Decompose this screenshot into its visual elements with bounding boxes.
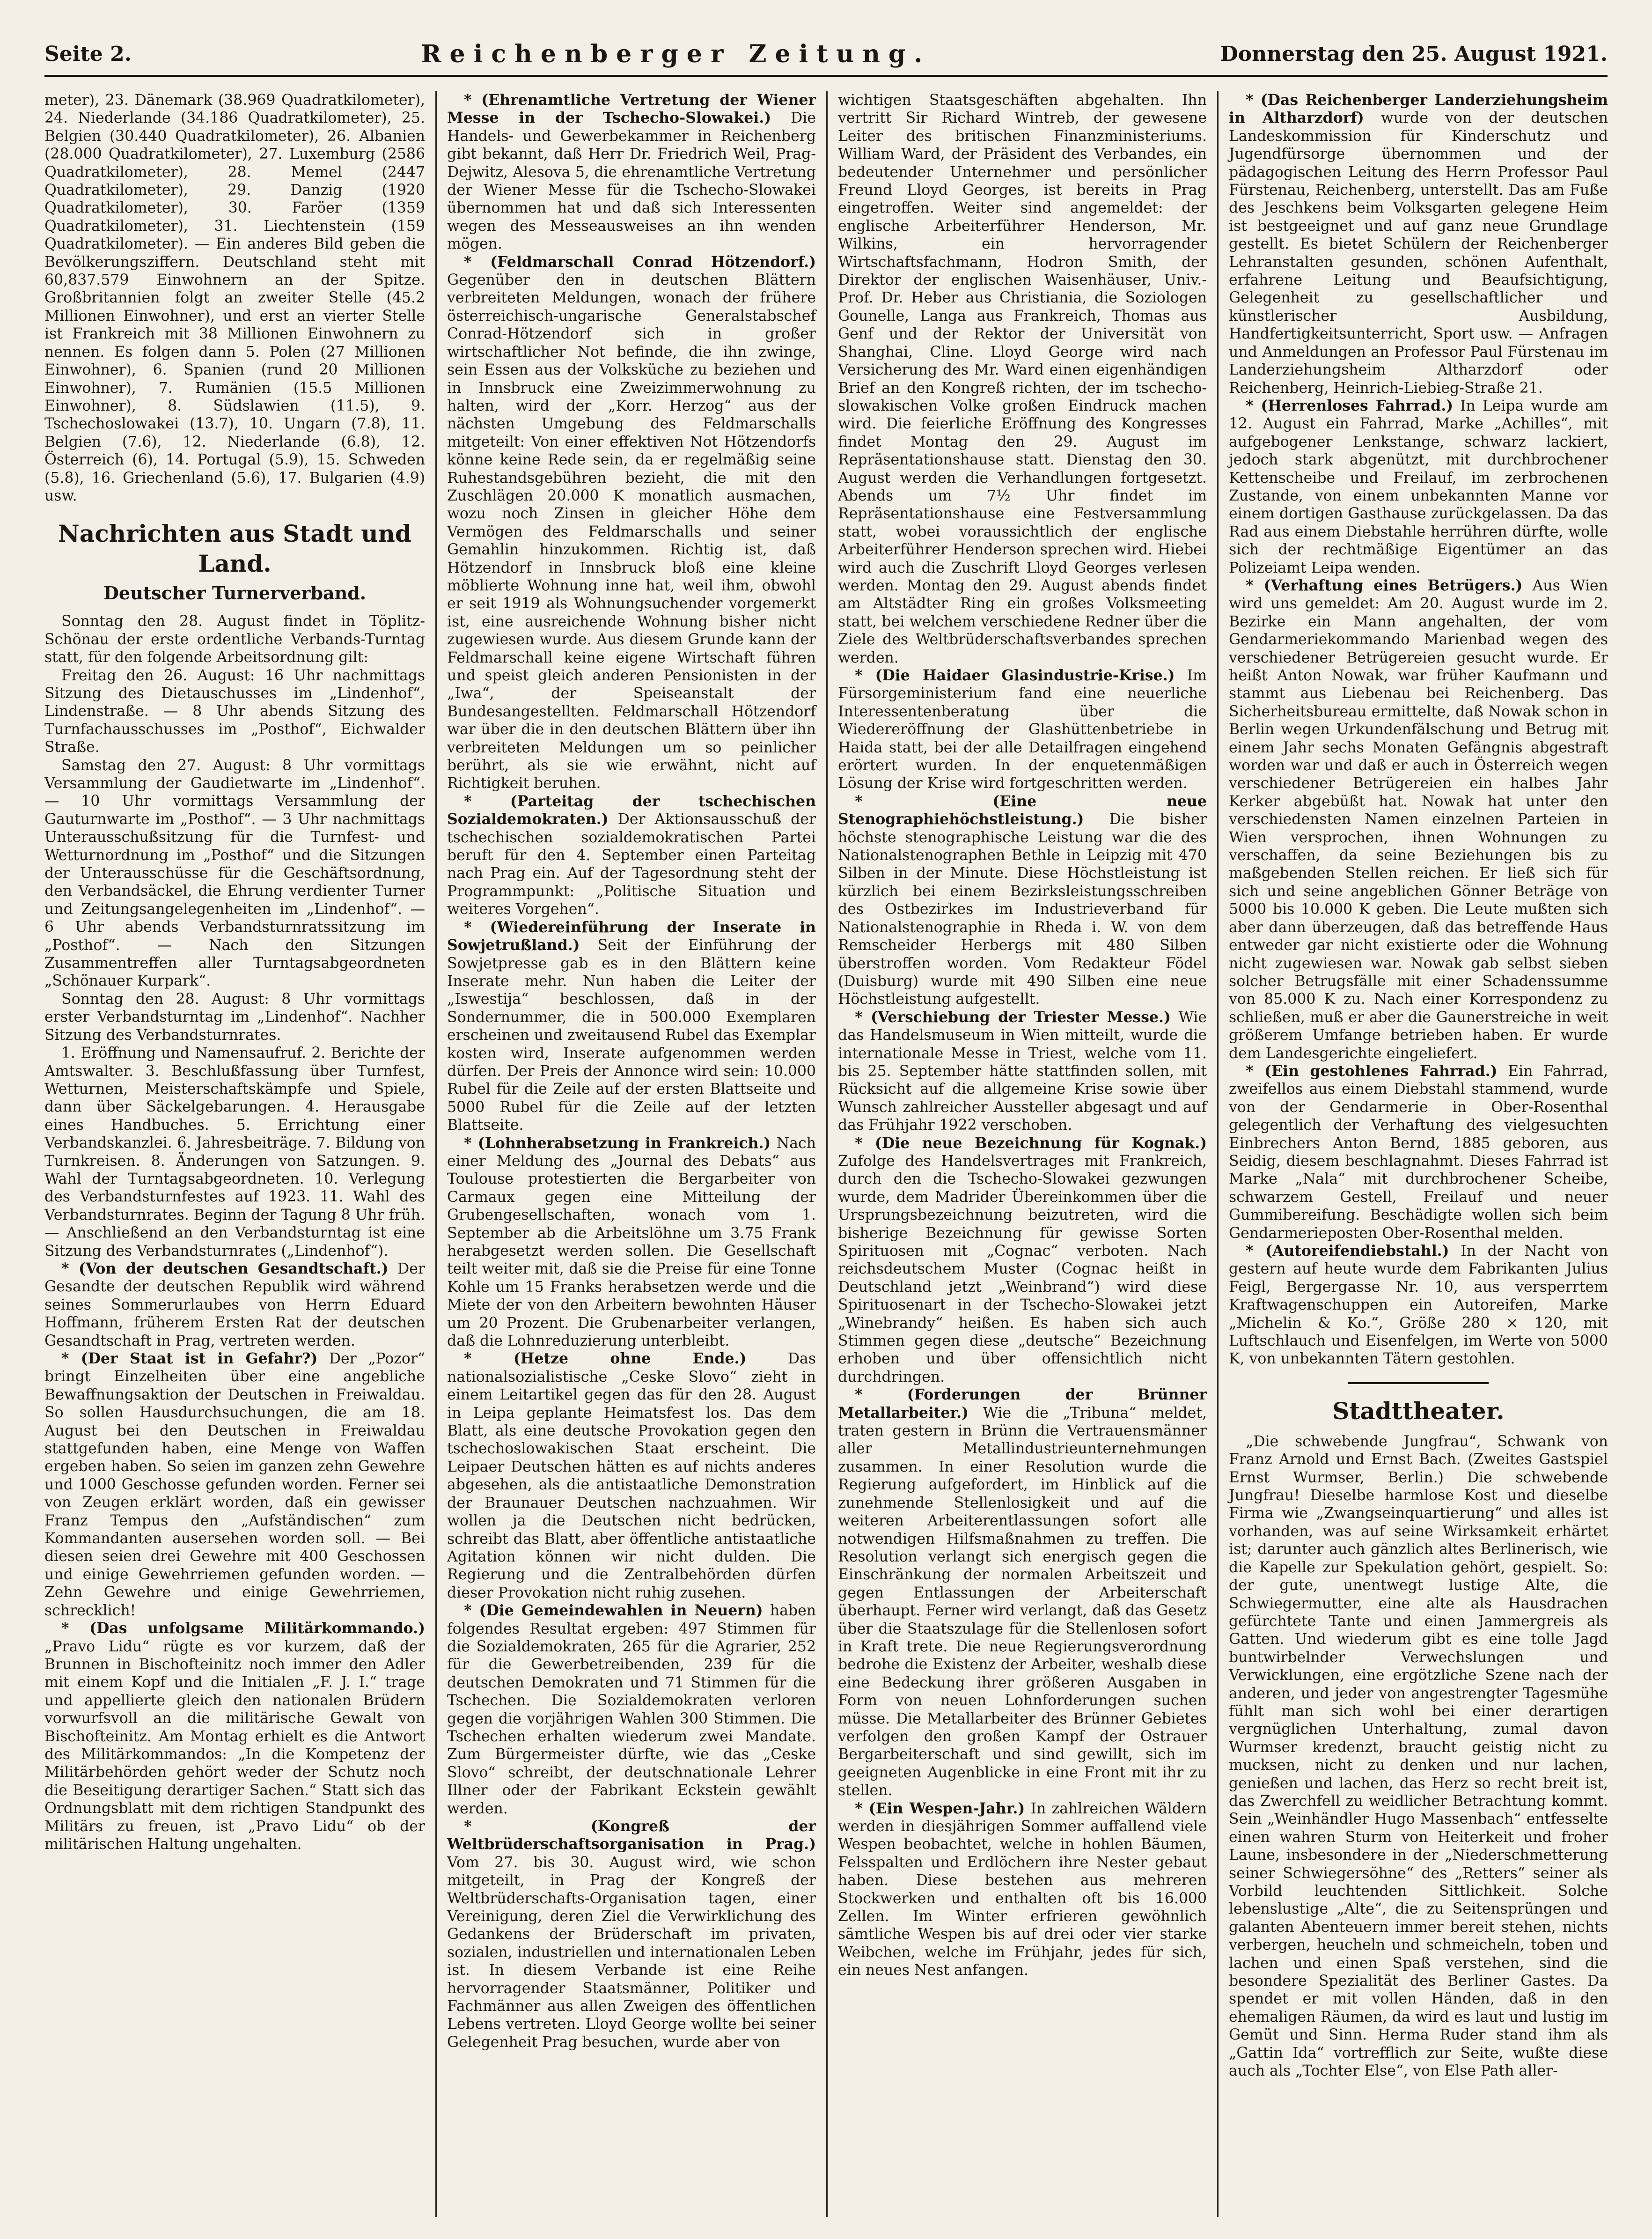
news-item-body: meter), 23. Dänemark (38.969 Quadratkilometer), 24. Niederlande (34.186 Quadratkilometer), 25. Belgien (30.440 Quadratkilometer), 26. Albanien (28.000 Quadratkilometer), 27. Luxemburg (2586 Quadratkilometer), 28. Memel (2447 Quadratkilometer), 29. Danzig (1920 Quadratkilometer), 30. Faröer (1359 Quadratkilometer), 31. Liechtenstein (159 Quadratkilometer). — Ein anderes Bild geben die Bevölkerungsziffern. Deutschland steht mit 60,837.579 Einwohnern an der Spitze. Großbritannien folgt an zweiter Stelle (45.2 Millionen Einwohner), und erst an vierter Stelle ist Frankreich mit 38 Millionen Einwohnern zu nennen. Es folgen dann 5. Polen (27 Millionen Einwohner), 6. Spanien (rund 20 Millionen Einwohner), 7. Rumänien (15.5 Millionen Einwohner), 8. Südslawien (11.5), 9. Tschechoslowakei (13.7), 10. Ungarn (7.8), 11. Belgien (7.6), 12. Niederlande (6.8), 12. Österreich (6), 14. Portugal (5.9), 15. Schweden (5.8), 16. Griechenland (5.6), 17. Bulgarien (4.9) usw. [44, 92, 425, 504]
news-item-title: * (Die Gemeindewahlen in Neuern) [464, 1602, 763, 1620]
news-item-body: Die bisher höchste stenographische Leistung war die des Nationalstenographen Bethle in Leipzig mit 470 Silben in der Minute. Diese Höchstleistung ist kürzlich bei einem Bezirksleistungsschreiben des Ostbezirkes im Industrieverband für Nationalstenographie in Rheda i. W. von dem Remscheider Herbergs mit 480 Silben überstroffen worden. Vom Redakteur Födel (Duisburg) wurde mit 490 Silben eine neue Höchstleistung aufgestellt. [838, 811, 1207, 1008]
news-item-title: * (Der Staat ist in Gefahr?) [61, 1350, 318, 1367]
news-item-body: „Pravo Lidu“ rügte es vor kurzem, daß der Brunnen in Bischofteinitz noch immer den Adler mit einem Kopf und die Initialen „F. J. I.“ trage und appellierte gleich den nationalen Brüdern vorwurfsvoll an die militärische Gewalt von Bischofteinitz. Am Montag erhielt es die Antwort des Militärkommandos: „In die Kompetenz der Militärbehörden gehört weder der Schutz noch die Beseitigung derartiger Sachen.“ Statt sich das Ordnungsblatt mit dem richtigen Standpunkt des Militärs zu freuen, ist „Pravo Lidu“ ob der militärischen Haltung ungehalten. [44, 1638, 425, 1853]
news-item-body: „Die schwebende Jungfrau“, Schwank von Franz Arnold und Ernst Bach. (Zweites Gastspiel Ernst Wurmser, Berlin.) Die schwebende Jungfrau! Dieselbe harmlose Kost und dieselbe Firma wie „Zwangseinquartierung“ und alles ist vorhanden, was auf seine Wirksamkeit erhärtet ist; darunter auch gänzlich altes Berlinerisch, wie die Kapelle zur Spekulation gehört, gespielt. So: der gute, unentwegt lustige Alte, die Schwiegermutter, eine alte als Hausdrachen gefürchtete Tante und einen Jammergreis als Gatten. Und wiederum gibt es eine tolle Jagd buntwirbelnder Verwechslungen und Verwicklungen, eine ergötzliche Szene nach der anderen, und jeder von angestrengter Tagesmühe fühlt man sich wohl bei einer derartigen vergnüglichen Unterhaltung, zumal davon Wurmser kredenzt, braucht geistig nicht zu mucksen, nicht zu denken und nur lachen, genießen und lachen, das Herz so recht breit ist, das Zwerchfell zu weidlicher Betrachtung kommt. Sein „Weinhändler Hugo Massenbach“ entfesselte einen wahren Sturm von Heiterkeit und froher Laune, insbesondere in der „Niederschmetterung seiner Schwiegersöhne“ des „Retters“ seiner als Vorbild leuchtenden Sittlichkeit. Solche lebenslustige „Alte“, die zu Seitensprüngen und galanten Abenteuern immer bereit stehen, nichts verbergen, heucheln und schmeicheln, toben und lachen und einen Spaß verstehen, sind die besondere Spezialität des Berliner Gastes. Da spendet er mit vollen Händen, daß in den ehemaligen Räumen, da wird es laut und lustig im Gemüt und Sinn. Herma Ruder stand ihm als „Gattin Ida“ vortrefflich zur Seite, wußte diese auch als „Tochter Else“, von Else Path aller- [1229, 1433, 1608, 2080]
news-item-body: Samstag den 27. August: 8 Uhr vormittags Versammlung der Gaudietwarte im „Lindenhof“. — 10 Uhr vormittags Versammlung der Gauturnwarte im „Posthof“. — 3 Uhr nachmittags Unterausschußsitzung für die Turnfest- und Wetturnordnung im „Posthof“ und die Sitzungen der Unterausschüsse für die Geschäftsordnung, den Verbandsäckel, die Ehrung verdienter Turner und Zeitungsangelegenheiten im „Lindenhof“. — 6 Uhr abends Verbandsturnratssitzung im „Posthof“. — Nach den Sitzungen Zusammentreffen aller Turntagsabgeordneten „Schönauer Kurpark“. [44, 757, 425, 990]
news-item-title: * (Hetze ohne Ende.) [464, 1350, 747, 1368]
column-3 [826, 91, 1217, 2217]
news-item-title: * (Eine neue Stenographiehöchstleistung.) [838, 792, 1207, 828]
news-item-body: Gegenüber den in deutschen Blättern verbreiteten Meldungen, wonach der frühere österreichisch-ungarische Generalstabschef Conrad-Hötzendorf sich in großer wirtschaftlicher Not befinde, die ihn zwinge, sein Essen aus der Volksküche zu beziehen und in Innsbruck eine Zweizimmerwohnung zu halten, wird der „Korr. Herzog“ aus der nächsten Umgebung des Feldmarschalls mitgeteilt: Von einer effektiven Not Hötzendorfs könne keine Rede sein, da er regelmäßig seine Ruhestandsgebühren bezieht, die mit den Zuschlägen 20.000 K monatlich ausmachen, wozu noch Zinsen in gleicher Höhe dem Vermögen des Feldmarschalls und seiner Gemahlin hinzukommen. Richtig ist, daß Hötzendorf in Innsbruck bloß eine kleine möblierte Wohnung inne hat, weil ihm, obwohl er seit 1919 als Wohnungsuchender vorgemerkt ist, eine ausreichende Wohnung bisher nicht zugewiesen wurde. Aus diesem Grunde kann der Feldmarschall keine eigene Wirtschaft führen und speist gleich anderen Pensionisten in der „Iwa“, der Speiseanstalt der Bundesangestellten. Feldmarschall Hötzendorf war über die in den deutschen Blättern über ihn verbreiteten Meldungen um so peinlicher berührt, als sie wie erwähnt, nicht auf Richtigkeit beruhen. [447, 272, 816, 792]
column-2 [435, 91, 826, 2217]
news-item [1229, 91, 1608, 397]
news-item [44, 1620, 425, 1853]
news-item-title: * (Parteitag der tschechischen Sozialdemokraten.) [447, 792, 816, 828]
news-item [44, 1260, 425, 1350]
news-item [447, 253, 816, 793]
news-item [44, 1044, 425, 1260]
news-item-title: * (Forderungen der Brünner Metallarbeiter.) [838, 1386, 1207, 1421]
news-item-body: Sonntag den 28. August findet in Töplitz-Schönau der erste ordentliche Verbands-Turntag statt, für den folgende Arbeitsordnung gilt: [44, 613, 425, 666]
news-item [447, 91, 816, 253]
news-item-body: 1. Eröffnung und Namensaufruf. 2. Berichte der Amtswalter. 3. Beschlußfassung über Turnfest, Wetturnen, Meisterschaftskämpfe und Spiele, dann über Säckelgebarungen. 4. Herausgabe eines Handbuches. 5. Errichtung einer Verbandskanzlei. 6. Jahresbeiträge. 7. Bildung von Turnkreisen. 8. Änderungen von Satzungen. 9. Wahl der Turntagsabgeordneten. 10. Verlegung des Verbandsturnfestes auf 1923. 11. Wahl des Verbandsturnrates. Beginn der Tagung 8 Uhr früh. — Anschließend an den Verbandsturntag ist eine Sitzung des Verbandsturnrates („Lindenhof“). [44, 1045, 425, 1259]
news-item [1229, 577, 1608, 1062]
article-heading: Deutscher Turnerverband. [103, 582, 367, 604]
news-item-body: Der Aktionsausschuß der tschechischen sozialdemokratischen Partei beruft für den 4. September einen Parteitag nach Prag ein. Auf der Tagesordnung steht der Programmpunkt: „Politische Situation und weiteres Vorgehen“. [447, 811, 816, 918]
news-item-body: Freitag den 26. August: 16 Uhr nachmittags Sitzung des Dietauschusses im „Lindenhof“, Lindenstraße. — 8 Uhr abends Sitzung des Turnfachausschusses im „Posthof“, Eichwalder Straße. [44, 667, 425, 756]
news-item-body: Seit der Einführung der Sowjetpresse gab es in den Blättern keine Inserate mehr. Nun haben die Leiter der „Iswestija“ beschlossen, daß in der Sondernummer, die in 500.000 Exemplaren erscheinen und zweitausend Rubel das Exemplar kosten wird, Inserate aufgenommen werden dürfen. Der Preis der Annonce wird sein: 10.000 Rubel für die Zeile auf der ersten Blattseite und 5000 Rubel für die Zeile auf der letzten Blattseite. [447, 937, 816, 1134]
news-item-title: * (Feldmarschall Conrad Hötzendorf.) [464, 253, 816, 271]
news-item-body: Der „Pozor“ bringt Einzelheiten über eine angebliche Bewaffnungsaktion der Deutschen in Freiwaldau. So sollen Hausdurchsuchungen, die am 18. August bei den Deutschen in Freiwaldau stattgefunden haben, eine Menge von Waffen ergeben haben. So seien im ganzen zehn Gewehre und 1000 Geschosse gefunden worden. Ferner sei von Zeugen erklärt worden, daß ein gewisser Franz Tempus den „Aufständischen“ zum Kommandanten ausersehen worden soll. — Bei diesen seien drei Gewehre mit 400 Geschossen und einige Gewehrriemen gefunden worden. — Zehn Gewehre und einige Gewehrriemen, schrecklich! [44, 1350, 426, 1619]
news-item-body: wichtigen Staatsgeschäften abgehalten. Ihn vertritt Sir Richard Wintreb, der gewesene Leiter des britischen Finanzministeriums. William Ward, der Präsident des Verbandes, ein bedeutender Unternehmer und persönlicher Freund Lloyd Georges, ist bereits in Prag eingetroffen. Weiter sind angemeldet: der englische Arbeiterführer Henderson, Mr. Wilkins, ein hervorragender Wirtschaftsfachmann, Hodron Smith, der Direktor der englischen Waisenhäuser, Univ.-Prof. Dr. Heber aus Christiania, die Soziologen Gounelle, Langa aus Frankreich, Thomas aus Genf und der Rektor der Universität von Shanghai, Cline. Lloyd George wird nach Versicherung des Mr. Ward einen eigenhändigen Brief an den Kongreß richten, der im tschecho-slowakischen Volke großen Eindruck machen wird. Die feierliche Eröffnung des Kongresses findet Montag den 29. August im Repräsentationshause statt. Dienstag den 30. August werden die Verhandlungen fortgesetzt. Abends um 7½ Uhr findet im Repräsentationshause eine Festversammlung statt, wobei voraussichtlich der englische Arbeiterführer Henderson sprechen wird. Hiebei wird auch die Zuschrift Lloyd Georges verlesen werden. Montag den 29. August abends findet am Altstädter Ring ein großes Volksmeeting statt, bei welchem verschiedene Redner über die Ziele des Weltbrüderschaftsverbandes sprechen werden. [838, 92, 1207, 666]
news-item [838, 667, 1207, 793]
news-item-body: Im Fürsorgeministerium fand eine neuerliche Interessentenberatung über die Wiedereröffnung der Glashüttenbetriebe in Haida statt, bei der alle Detailfragen eingehend erörtert wurden. In der enquetenmäßigen Lösung der Krise wird fortgeschritten werden. [838, 667, 1207, 792]
news-item-body: Vom 27. bis 30. August wird, wie schon mitgeteilt, in Prag der Kongreß der Weltbrüderschafts-Organisation tagen, einer Vereinigung, deren Ziel die Verwirklichung des Gedankens der Brüderschaft im privaten, sozialen, industriellen und internationalen Leben ist. In diesem Verbande ist eine Reihe hervorragender Staatsmänner, Politiker und Fachmänner aus allen Zweigen des öffentlichen Lebens vertreten. Lloyd George wollte bei seiner Gelegenheit Prag besuchen, wurde aber von [447, 1854, 816, 2051]
news-item-title: * (Ein Wespen-Jahr.) [855, 1799, 1025, 1817]
news-item [1229, 1062, 1608, 1242]
news-item [447, 1602, 816, 1818]
section-divider [1348, 1382, 1489, 1384]
news-item-title: * (Ein gestohlenes Fahrrad.) [1246, 1062, 1498, 1080]
news-item [44, 990, 425, 1044]
news-item-title: * (Verschiebung der Triester Messe.) [855, 1008, 1171, 1026]
news-item-body: Sonntag den 28. August: 8 Uhr vormittags erster Verbandsturntag im „Lindenhof“. Nachher Sitzung des Verbandsturnrates. [44, 990, 425, 1044]
news-item-body: Nach einer Meldung des „Journal des Debats“ aus Toulouse protestierten die Bergarbeiter von Carmaux gegen eine Mitteilung der Grubengesellschaften, wonach vom 1. September ab die Arbeitslöhne um 3.75 Frank herabgesetzt werden sollen. Die Gesellschaft teilt weiter mit, daß sie die Preise für eine Tonne Kohle um 15 Franks herabsetzen werde und die Miete der von den Arbeitern bewohnten Häuser um 20 Prozent. Die Grubenarbeiter verlangen, daß die Lohnreduzierung unterbleibt. [447, 1134, 816, 1350]
news-item [838, 1134, 1207, 1386]
news-item-body: haben folgendes Resultat ergeben: 497 Stimmen für die Sozialdemokraten, 265 für die Agrarier, 252 für die Gewerbetreibenden, 239 für die deutschen Demokraten und 71 Stimmen für die Tschechen. Die Sozialdemokraten verloren gegen die vorjährigen Wahlen 300 Stimmen. Die Tschechen erhalten wiederum zwei Mandate. Zum Bürgermeister dürfte, wie das „Ceske Slovo“ schreibt, der deutschnationale Lehrer Illner oder der Fabrikant Eckstein gewählt werden. [447, 1602, 816, 1817]
news-item [447, 1350, 816, 1602]
column-1 [44, 91, 435, 2217]
news-item-title: * (Von der deutschen Gesandtschaft.) [61, 1259, 389, 1277]
news-item [44, 91, 425, 505]
column-4 [1217, 91, 1608, 2217]
news-item [838, 1009, 1207, 1134]
news-item [1229, 397, 1608, 577]
news-item-body: Die Handels- und Gewerbekammer in Reichenberg gibt bekannt, daß Herr Dr. Friedrich Weil, Prag-Dejwitz, Alesova 5, die ehrenamtliche Vertretung der Wiener Messe für die Tschecho-Slowakei übernommen hat und daß sich Interessenten wegen des Messeausweises an ihn wenden mögen. [447, 110, 816, 253]
news-item [44, 757, 425, 990]
news-item [44, 667, 425, 757]
news-item-title: * (Lohnherabsetzung in Frankreich.) [464, 1134, 771, 1152]
section-heading: Nachrichten aus Stadt und Land. [58, 520, 411, 578]
news-item [447, 793, 816, 919]
news-item-body: Das nationalsozialistische „Ceske Slovo“ zieht in einem Leitartikel gegen das für den 28. August in Leipa geplante Heimatsfest los. Das dem Blatt, als eine deutsche Provokation gegen den tschechoslowakischen Staat erscheint. Die Leipaer Deutschen hätten es auf nichts anderes abgesehen, als die antistaatliche Demonstration der Braunauer Deutschen nachzuahmen. Wir wollen ja die Deutschen nicht bedrücken, schreibt das Blatt, aber öffentliche antistaatliche Agitation können wir nicht dulden. Die Regierung und die Zentralbehörden dürfen dieser Provokation nicht ruhig zusehen. [447, 1350, 816, 1601]
issue-date: Donnerstag den 25. August 1921. [1220, 42, 1608, 66]
news-item [44, 1350, 425, 1620]
news-item [838, 1386, 1207, 1799]
news-item [1229, 1242, 1608, 1368]
news-item-title: * (Das Reichenberger Landerziehungsheim in Altharzdorf) [1229, 91, 1608, 127]
newspaper-title: Reichenberger Zeitung. [421, 39, 931, 68]
text-columns [44, 91, 1608, 2217]
news-item [44, 612, 425, 666]
news-item-body: In der Nacht von gestern auf heute wurde dem Fabrikanten Julius Feigl, Bergergasse Nr. 10, aus versperrtem Kraftwagenschuppen ein Autoreifen, Marke „Michelin & Ko.“, Größe 280 × 120, mit Luftschlauch und Eisenfelgen, im Werte von 5000 K, von unbekannten Tätern gestohlen. [1229, 1243, 1608, 1368]
news-item-body: Zufolge des Handelsvertrages mit Frankreich, durch den die Tschecho-Slowakei gezwungen wurde, dem Madrider Übereinkommen über die Ursprungsbezeichnung beizutreten, wird die bisherige Bezeichnung für gewisse Sorten Spirituosen mit „Cognac“ verboten. Nach reichsdeutschem Muster (Cognac heißt in Deutschland jetzt „Weinbrand“) wird diese Spirituosenart in der Tschecho-Slowakei jetzt „Winebrandy“ heißen. Es haben sich auch Stimmen gegen diese „deutsche“ Bezeichnung erhoben und über offensichtlich nicht durchdringen. [838, 1152, 1207, 1385]
news-item [447, 919, 816, 1134]
news-item-title: * (Verhaftung eines Betrügers.) [1246, 576, 1523, 594]
news-item-body: wurde von der deutschen Landeskommission für Kinderschutz und Jugendfürsorge übernommen und der pädagogischen Leitung des Herrn Professor Paul Fürstenau, Reichenberg, unterstellt. Das am Fuße des Jeschkens beim Volksgarten gelegene Heim ist bestgeeignet und auf ganz neue Grundlage gestellt. Es bietet Schülern der Reichenberger Lehranstalten gesunden, schönen Aufenthalt, erfahrene Leitung und Beaufsichtigung, Gelegenheit zu gesellschaftlicher und künstlerischer Ausbildung, Handfertigkeitsunterricht, Sport usw. — Anfragen und Anmeldungen an Professor Paul Fürstenau im Landerziehungsheim Altharzdorf oder Reichenberg, Heinrich-Liebieg-Straße 21. [1229, 110, 1608, 397]
news-item-title: * (Kongreß der Weltbrüderschaftsorganisation in Prag.) [447, 1818, 816, 1853]
news-item-title: * (Die Haidaer Glasindustrie-Krise.) [855, 667, 1175, 684]
news-item [838, 793, 1207, 1009]
news-item-title: * (Die neue Bezeichnung für Kognak.) [855, 1134, 1207, 1152]
news-item-body: Aus Wien wird uns gemeldet: Am 20. August wurde im 2. Bezirke ein Mann angehalten, der vom Gendarmeriekommando Marienbad wegen des verschiedener Betrügereien gesucht wurde. Er heißt Anton Nowak, war früher Kaufmann und stammt aus Liebenau bei Reichenberg. Das Sicherheitsbureau ermittelte, daß Nowak schon in Berlin wegen Urkundenfälschung und Betrug mit einem Jahr sechs Monaten Gefängnis abgestraft worden war und daß er auch in Österreich wegen verschiedener Betrügereien ein halbes Jahr Kerker abgebüßt hat. Nowak hat unter den verschiedensten Namen einzelnen Parteien in Wien versprochen, ihnen Wohnungen zu verschaffen, da seine Beziehungen bis zu maßgebenden Stellen reichen. Er ließ sich für sich und seine angeblichen Gönner Beträge von 5000 bis 10.000 K geben. Die Leute mußten sich aber dann überzeugen, daß das betreffende Haus entweder gar nicht existierte oder die Wohnung nicht zugewiesen war. Nowak gab selbst sieben solcher Betrugsfälle mit einer Schadenssumme von 85.000 K zu. Nach einer Korrespondenz zu schließen, muß er aber die Gaunerstreiche in weit größerem Umfange betrieben haben. Er wurde dem Landesgerichte eingeliefert. [1229, 577, 1608, 1062]
news-item [447, 1818, 816, 2051]
news-item [838, 1800, 1207, 1980]
news-item-body: Wie die „Tribuna“ meldet, traten gestern in Brünn die Vertrauensmänner aller Metallindustrieunternehmungen zusammen. In einer Resolution wurde die Regierung aufgefordert, im Hinblick auf die zunehmende Stellenlosigkeit und auf die weiteren Arbeiterentlassungen sofort alle notwendigen Hilfsmaßnahmen zu treffen. Die Resolution verlangt sich energisch gegen die Einschränkung der normalen Arbeitszeit und gegen Entlassungen der Arbeiterschaft überhaupt. Ferner wird verlangt, daß das Gesetz über die Staatszulage für die Stellenlosen sofort in Kraft trete. Die neue Regierungsverordnung bedrohe die Existenz der Arbeiter, weshalb diese eine Bedeckung ihrer größeren Ausgaben in Form von neuen Lohnforderungen suchen müsse. Die Metallarbeiter des Brünner Gebietes verfolgen den großen Kampf der Ostrauer Bergarbeiterschaft und sind gewillt, sich im geeigneten Augenblicke in eine Front mit ihr zu stellen. [838, 1404, 1207, 1799]
news-item-title: * (Autoreifendiebstahl.) [1246, 1242, 1449, 1259]
news-item-title: * (Wiedereinführung der Inserate in Sowjetrußland.) [447, 918, 816, 954]
news-item-title: * (Herrenloses Fahrrad.) [1246, 397, 1454, 414]
news-item-body: Der Gesandte der deutschen Republik wird während seines Sommerurlaubes von Herrn Eduard Hoffmann, früherem Ersten Rat der deutschen Gesandtschaft in Prag, vertreten werden. [44, 1260, 425, 1349]
news-item-body: In zahlreichen Wäldern werden in diesjährigen Sommer auffallend viele Wespen beobachtet, welche in hohlen Bäumen, Felsspalten und Erdlöchern ihre Nester gebaut haben. Diese bestehen aus mehreren Stockwerken und enthalten oft bis 16.000 Zellen. Im Winter erfrieren gewöhnlich sämtliche Wespen bis auf drei oder vier starke Weibchen, welche im Frühjahr, jedes für sich, ein neues Nest anfangen. [838, 1800, 1207, 1979]
news-item-body: Wie das Handelsmuseum in Wien mitteilt, wurde die internationale Messe in Triest, welche vom 11. bis 25. September hätte stattfinden sollen, mit Rücksicht auf die allgemeine Krise sowie über Wunsch zahlreicher Aussteller abgesagt und auf das Frühjahr 1922 verschoben. [838, 1009, 1207, 1134]
news-item-body: In Leipa wurde am 12. August ein Fahrrad, Marke „Achilles“, mit aufgebogener Lenkstange, schwarz lackiert, jedoch stark abgenützt, mit durchbrochener Kettenscheibe und Freilauf, im zerbrochenen Zustande, von einem unbekannten Manne vor einem dortigen Gasthause zurückgelassen. Da das Rad aus einem Diebstahle herrühren dürfte, wolle sich der rechtmäßige Eigentümer an das Polizeiamt Leipa wenden. [1229, 397, 1608, 576]
news-item [838, 91, 1207, 667]
news-item [447, 1134, 816, 1350]
page-number: Seite 2. [44, 42, 132, 66]
news-item-title: * (Das unfolgsame Militärkommando.) [61, 1620, 425, 1637]
review-heading: Stadttheater. [1332, 1397, 1505, 1425]
news-item-body: Ein Fahrrad, zweifellos aus einem Diebstahl stammend, wurde von der Gendarmerie in Ober-Rosenthal gelegentlich der Verhaftung des vielgesuchten Einbrechers Anton Bernd, 1885 geboren, aus Seidig, diesem beschlagnahmt. Dieses Fahrrad ist Marke „Nala“ mit durchbrochener Scheibe, schwarzem Gestell, Freilauf und neuer Gummibereifung. Beschädigte wollen sich beim Gendarmerieposten Ober-Rosenthal melden. [1229, 1062, 1608, 1242]
news-item-title: * (Ehrenamtliche Vertretung der Wiener Messe in der Tschecho-Slowakei.) [447, 91, 816, 127]
news-item [1229, 1433, 1608, 2080]
page-header [44, 33, 1608, 77]
